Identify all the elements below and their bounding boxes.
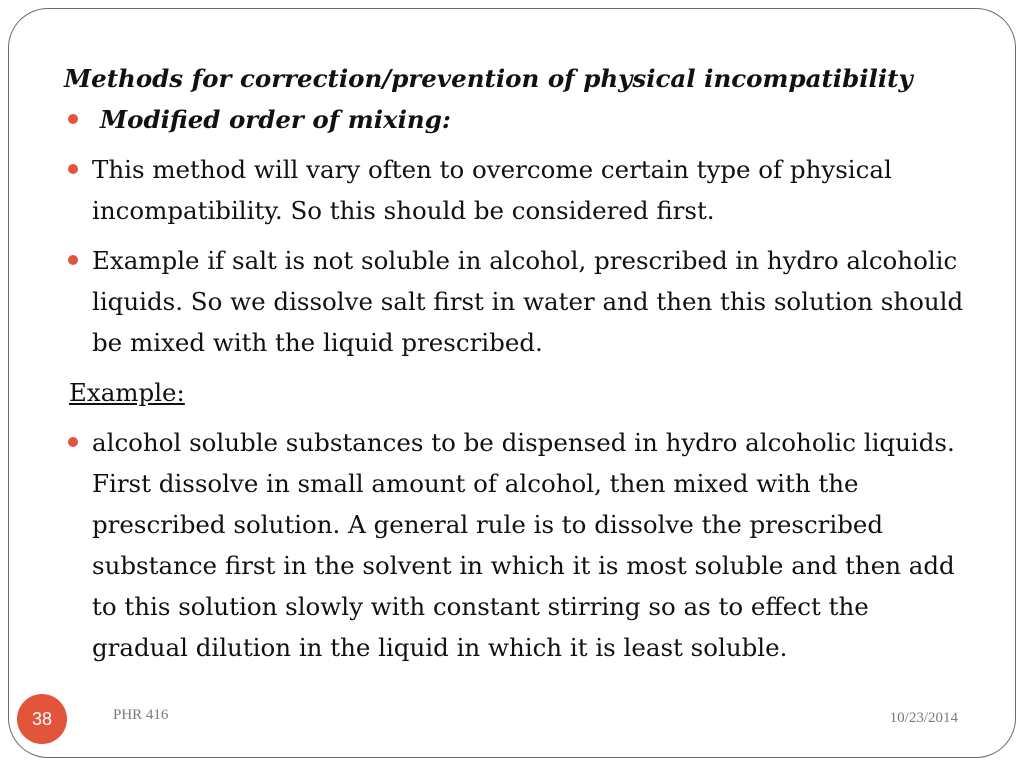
slide-number-badge: 38	[17, 694, 67, 744]
bullet-text: Modified order of mixing:	[100, 105, 451, 134]
bullet-item-salt-example	[64, 240, 964, 363]
footer-course: PHR 416	[113, 707, 169, 723]
bullet-dot-icon	[68, 255, 78, 265]
slide-content	[64, 58, 964, 677]
example-label: Example:	[69, 378, 185, 407]
bullet-text: alcohol soluble substances to be dispensed in hydro alcoholic liquids. First dissolve in small amount of alcohol, then mixed with the prescribed solution. A general rule is to dissolve the prescribed substance first in the solvent in which it is most soluble and then add to this solution slowly with constant stirring so as to effect the gradual dilution in the liquid in which it is least soluble.	[92, 428, 955, 662]
bullet-dot-icon	[68, 164, 78, 174]
bullet-item-alcohol-soluble	[64, 422, 964, 668]
bullet-item-method	[64, 149, 964, 231]
bullet-dot-icon	[68, 114, 78, 124]
slide-heading: Methods for correction/prevention of physical incompatibility	[64, 64, 913, 93]
footer-date: 10/23/2014	[889, 710, 958, 726]
bullet-item-modified-order	[64, 99, 964, 140]
bullet-text: Example if salt is not soluble in alcohol, prescribed in hydro alcoholic liquids. So we dissolve salt first in water and then this solution should be mixed with the liquid prescribed.	[92, 246, 964, 357]
bullet-dot-icon	[68, 437, 78, 447]
bullet-text: This method will vary often to overcome certain type of physical incompatibility. So this should be considered first.	[92, 155, 892, 225]
